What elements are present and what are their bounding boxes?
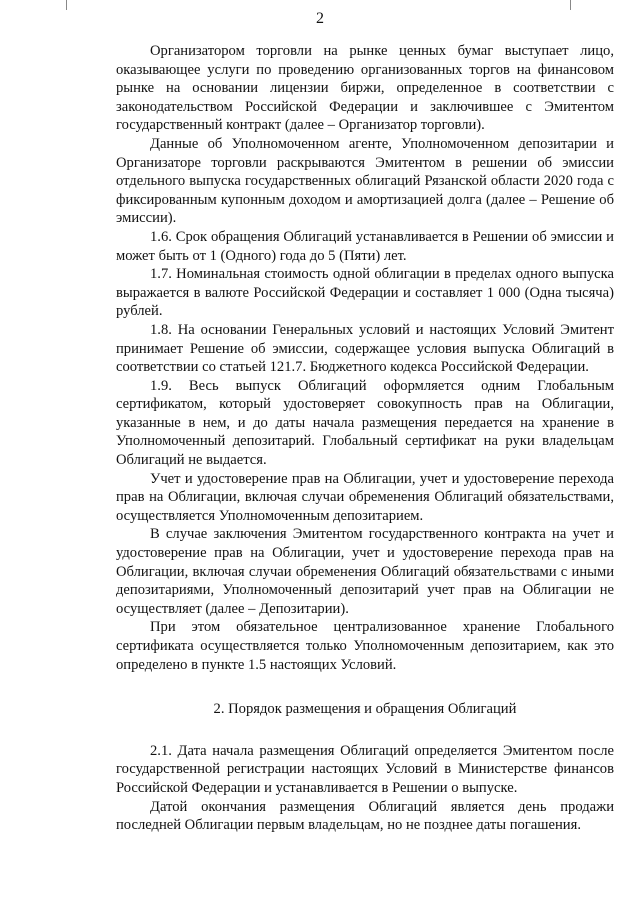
section-heading: 2. Порядок размещения и обращения Облигаций — [213, 701, 517, 718]
paragraph-depositaries: В случае заключения Эмитентом государственного контракта на учет и удостоверение прав на Облигации, учет и удостоверение перехода прав на Облигации, включая случаи обременения Облигаций обязательствами с иными депозитариями, Уполномоченный депозитарий учет прав на Облигации не осуществляет (далее – Депозитарии). — [116, 526, 614, 617]
paragraph-rights-accounting: Учет и удостоверение прав на Облигации, учет и удостоверение перехода прав на Облигации, включая случаи обременения Облигаций обязательствами, осуществляется Уполномоченным депозитарием. — [116, 470, 614, 524]
paragraph-2-1: 2.1. Дата начала размещения Облигаций определяется Эмитентом после государственной регистрации настоящих Условий в Министерстве финансов Российской Федерации и устанавливается в Решении о выпуске. — [116, 742, 614, 796]
document-body — [116, 42, 614, 835]
paragraph-central-storage: При этом обязательное централизованное хранение Глобального сертификата осуществляется только Уполномоченным депозитарием, как это определено в пункте 1.5 настоящих Условий. — [116, 619, 614, 673]
paragraph-agent-data: Данные об Уполномоченном агенте, Уполномоченном депозитарии и Организаторе торговли раскрываются Эмитентом в решении об эмиссии отдельного выпуска государственных облигаций Рязанской области 2020 года с фиксированным купонным доходом и амортизацией долга (далее – Решение об эмиссии). — [116, 135, 614, 227]
paragraph-1-9: 1.9. Весь выпуск Облигаций оформляется одним Глобальным сертификатом, который удостоверяет совокупность прав на Облигации, указанные в нем, и до даты начала размещения передается на хранение в Уполномоченный депозитарий. Глобальный сертификат на руки владельцам Облигаций не выдается. — [116, 377, 614, 469]
paragraph-1-8: 1.8. На основании Генеральных условий и настоящих Условий Эмитент принимает Решение об эмиссии, содержащее условия выпуска Облигаций в соответствии со статьей 121.7. Бюджетного кодекса Российской Федерации. — [116, 321, 614, 376]
paragraph-1-7: 1.7. Номинальная стоимость одной облигации в пределах одного выпуска выражается в валюте Российской Федерации и составляет 1 000 (Одна тысяча) рублей. — [116, 266, 614, 320]
paragraph-1-6: 1.6. Срок обращения Облигаций устанавливается в Решении об эмиссии и может быть от 1 (Одного) года до 5 (Пяти) лет. — [116, 228, 614, 264]
page-number: 2 — [316, 10, 324, 27]
paragraph-placement-end: Датой окончания размещения Облигаций является день продажи последней Облигации первым владельцам, но не позднее даты погашения. — [116, 798, 614, 834]
paragraph-organizer: Организатором торговли на рынке ценных бумаг выступает лицо, оказывающее услуги по проведению организованных торгов на финансовом рынке на основании лицензии биржи, определенное в соответствии с законодательством Российской Федерации и заключившее с Эмитентом государственный контракт (далее – Организатор торговли). — [116, 43, 614, 134]
